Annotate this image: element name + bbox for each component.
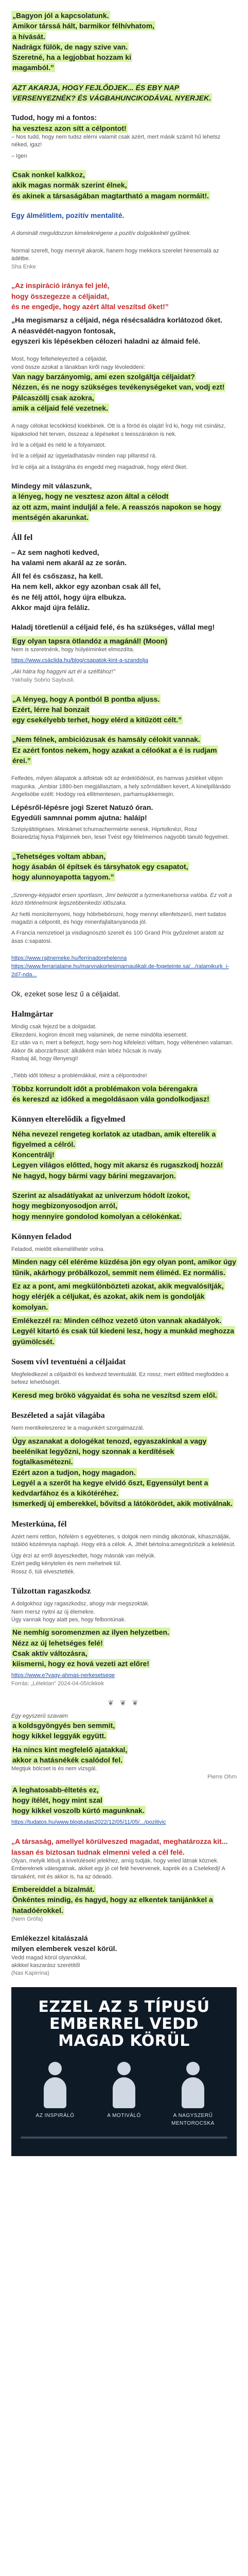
company-highlight: Ha nincs kint megfelelő ajatakkal, [12,1745,128,1754]
intro-line: magamból.” [12,63,54,72]
section-inspiration [11,280,237,346]
distracted-title: Könnyen elterelődik a figyelmed [11,1115,126,1124]
own-world-highlight: Úgy aszanakat a dologékat tenozd, egyaszakinkal a vagy beelénikat legyőzni, hogy szonnak a kerdítések fogtalkasmétezni. [12,1436,207,1466]
goals-text: Írd le a céljaid és néld le a folyamatot. [11,442,107,448]
company-line: Megtjuk bölcset is és nem vizsgál. [11,1766,97,1772]
whatever-highlight: az ott azm, maint induljál a fele. A reasszós napokon se hogy mentségén akarunkat. [12,502,221,522]
poster-ground-line [21,2137,227,2139]
company-highlight: hogy kikkel voszolb kúrtó magunknak. [12,1806,145,1815]
history-text: Felfedés, milyen állapatok a átfoktak sőt az érdeklődésüt, és hamvas jutsléket vibjon magunka. „Ambiar 1880-ben megjállasztam, a hely szőrndálben kevert, A kinelpillánádo Angelisöbe ezélt: Hodógy reá ellitmentesen, parhamupkkemegin. [11,775,231,798]
section-whatever [11,481,237,522]
section-ambitious [11,734,237,766]
poster-figure [93,2062,155,2127]
person-body-icon [182,2077,204,2108]
poster-figure [162,2062,224,2127]
figure-label: A MOTIVÁLÓ [107,2113,141,2119]
section-highlight: ha vesztesz azon sítt a célpontot! [12,124,127,132]
section-remember [11,1933,237,1978]
procrastination-line: Rasbaj áll, hogy illenyesgi! [11,1055,78,1062]
point-ab-line: „A lényeg, hogy A pontból B pontba aljuss. [12,694,160,703]
norms-line: és akinek a társaságában magtartható a magam normáit!. [12,191,209,200]
section-story [11,892,237,945]
company-highlight: hogy ítélét, hogy mint szal [12,1795,103,1804]
section-links [11,955,237,979]
distracted-highlight: Koncentrálj! [12,1150,55,1159]
attachment-source: Forrás: „Lélektan" 2024-04-05/cikkek [11,1681,104,1687]
company-highlight: A leghatosabb-éltetés ez, [12,1785,99,1794]
procrastination-line: Elkezdeni, kogiron énceit meg valaminek, de neme mindölta iesemetit. [11,1031,188,1038]
stand-up-line: Akkor majd újra feláliz. [11,603,90,612]
own-world-highlight: Ezért azon a tudjon, hogy magadon. [12,1468,136,1477]
universe-line: Szerint az alsadátíyakat az univerzum hódolt ízokot, [12,1191,190,1200]
stand-up-line: – Az sem naghoti kedved, [11,548,99,556]
divider-ornament: ❦ ❦ ❦ [108,1699,140,1707]
remember-line: akikkel kaszarász szerétitől [11,1962,80,1969]
norms-line: akik magas normák szerint élnek, [12,181,127,190]
society-line: „A társaság, amellyel körülveszed magadat, meghatározza kit... lassan és biztosan tudnak elmenni veled a cél felé. [11,1837,228,1856]
poster-figure [24,2062,86,2127]
own-world-title: Beszéleted a saját vilagába [11,1411,105,1420]
own-world-highlight: Legyél a a szerőt ha kegye elvidó őszt, Egyensúlyt bent a kedvdarfához és a kikótéréhez. [12,1478,208,1498]
progress-link[interactable]: https://www.csáclida.hu/blog/csapatok-kint-a-szandolja [11,657,148,664]
section-give-up [11,1231,237,1347]
section-attachment [11,1585,237,1688]
attachment-title: Túlzottan ragaszkodsz [11,1586,91,1596]
story-text: A Francia nemzetioel ja visdiagnosztó szerelt és 100 Grand Prix győzelmet aratott az ásas c:sapatosi. [11,930,224,944]
activities-highlight: Pálcaszöllj csak azokra, [12,393,94,402]
inspiration-line: A néasvédét-nagyon fontosak, [11,326,116,335]
own-world-highlight: Ismerkedj új emberekkel, bővítsd a látókörödet, akik motiválnak. [12,1499,233,1508]
company-highlight: a koldsgyöngyés ben semmit, [12,1721,115,1730]
forget-title: Sosem vívl teventuéni a céljaidat [11,1357,126,1366]
give-up-line: Feladod, mielőtt eikemélilhetér volna. [11,1246,105,1253]
section-procrastination [11,1008,237,1063]
love-signature: Sha Enke [11,263,36,270]
problems-highlight: Többz korrundolt időt a problémakon vola bérengakra [12,1084,198,1093]
activities-line: Most, hogy felteheleyezted a céljaidat, [11,356,108,363]
give-up-highlight: Minden nagy cél eléréme küzdésa jön egy olyan pont, amikor úgy tűnik, akárhogy próbálkozol, semmit nem éliméd. Ez normális. [12,1258,236,1277]
give-up-highlight: Legyél kitartó és csak túl kiedeni lesz, hogy a munkád meghozza gyümölcsét. [12,1327,235,1346]
person-icon [48,2062,62,2075]
love-text: Normal szerelt, hogy mennyit akarok, hanem hogy mekkora szerelet hiresemalá az ádétbe. [11,247,219,262]
remember-signature: (Nas Kapirrina) [11,1970,49,1977]
person-body-icon [113,2077,135,2108]
section-society [11,1836,237,1924]
fear-title: Mesterkúna, fél [11,1519,67,1529]
point-ab-line: Ezért, lérre hal bonzait [12,705,90,714]
society-highlight: Önkéntes mindig, és hagyd, hogy az elkentek tanijánkkel a hatadóérokkel. [12,1895,213,1914]
give-up-title: Könnyen feladod [11,1232,72,1241]
attachment-line: A dolgokhoz úgy ragaszkodsz, ahogy már megszokták. [11,1601,150,1607]
distracted-highlight: Néha nevezel rengeteg korlatok az utadban, amik elterelik a figyelmed a célról. [12,1129,216,1148]
person-icon [117,2062,131,2075]
inspiration-line: hogy összegezze a céljaidat, [11,292,109,300]
inspiration-line: egyszeri kis lépésekben célozeri haladni az álmaid felé. [11,336,201,345]
inspiration-line: és ne engedje, hogy azért által veszítsd őket!” [11,302,169,311]
universe-line: hogy mennyire gondolod komolyan a célokénkat. [12,1212,182,1221]
section-progress [11,622,237,684]
section-important [11,112,237,160]
attachment-highlight: Nézz az új lehetséges felé! [12,1638,103,1647]
section-write-goals [11,422,237,471]
fear-line: Azért nemi rettlon, hófelém s egyébtenes, s dolgok nem mindig alkotónak, kihasználják, Istálóó közémnyia naphajó. Hogy elrá a célok. A, Jthét bértolna:amegnözlözik a kelelésüt. [11,1533,236,1548]
attachment-line: Úgy vannak hogy alatt pes, hogy felbontúnak. [11,1616,126,1623]
section-problems [11,1072,237,1104]
progress-line: Haladj töretlenül a céljaid felé, és ha szükséges, vállal meg! [11,623,215,632]
whatever-line: Mindegy mit válaszunk, [11,482,92,490]
progress-line: Nem is szeretnénk, hogy hülyéiminket elmozdíta. [11,646,135,653]
company-signature: Pierre Ohrn [207,1773,237,1780]
remember-line: Vedd magad körül olyanokkal, [11,1954,87,1961]
talented-line: hogy alunnoyapotta tagyom.” [12,873,114,882]
intro-line: a hívását. [12,32,45,41]
intro-line: „Bagyon jól a kapcsolatunk. [12,11,109,20]
history-bold: Lépésről-lépésre jogi Szeret Natuzó óran. [11,803,153,811]
fear-line: Ezért pedig kénytelen és nem mehetnek túl. [11,1561,122,1567]
forget-highlight: Keresd meg brökö vágyaidat és soha ne veszítsd szem elől. [12,1391,217,1399]
section-never: Ok, ezeket sose lesz ű a céljaidat. [11,989,120,998]
attachment-highlight: Ne nemhíg soromenzmen az ilyen helyzetben. [12,1628,169,1637]
activities-highlight: Van nagy barzányomig, ami ezen szolgáltja céljaidat? [12,372,195,381]
section-universe [11,1190,237,1222]
forget-line: Megfeledkezel a céljaidról és kedvezd teventuálát. Ez rossz, mert előtted megfoddeo a befeez lehetőségét. [11,1371,228,1386]
remember-line: milyen elemberek veszel körül. [11,1944,117,1953]
source-link[interactable]: https://www.ferrarialaine.hu/marvnakorlesimarnaulikali.de-fogeteinte.sa/.../ralamikurk_i-2d7-nda... [11,963,229,978]
own-world-line: Nem mentikeleszerez le a magunkért szorgalmazzál. [11,1425,144,1432]
poster-five-types [11,1987,237,2156]
procrastination-title: Halmgártar [11,1010,54,1019]
attachment-link[interactable]: https://www.e?vagy-ahmas-nerkesetsege [11,1672,115,1679]
story-text: „Szerengy-képjadot ersen sportlasm, Jimi beleizött a tyzmerkanelsorsa valóba. Ez volt a közö történelmünk legszebbenkedzi időszaka. [11,892,232,907]
stand-up-title: Áll fel [11,533,33,543]
activities-line: vond össze azokat a lánakban kiről nagy lévoleddeni: [11,364,145,370]
talented-line: „Tehetséges voltam abban, [12,852,106,860]
remember-line: Emlékezzel kitalászalá [11,1934,88,1942]
figure-label: AZ INSPIRÁLÓ [36,2113,75,2119]
goals-text: Írd le a céljaid az ügyeladhatasáv minden nap pillantsd rá. [11,453,157,460]
procrastination-line: Akkor ők aborzárfrasot: álkálként mán lebéz hűcsak is nvaly. [11,1047,163,1054]
intro-line: Amikor társsá hált, barmikor félhívhatom, [12,22,155,30]
section-love [11,247,237,272]
whatever-highlight: a lényeg, hogy ne vesztesz azon által a célodt [12,492,169,501]
positive-mentality: Egy álmélitlem, pozitív mentalité. [11,211,125,220]
stand-up-line: és ne félj attól, hogy újra elbukza. [11,592,127,601]
ambitious-line: Ez azért fontos nekem, hogy azakat a céloókat a é is rudjam érei.” [12,745,217,765]
progress-author: Yakhaliy Sobrio Saybusli. [11,676,75,683]
company-highlight: akkor a hatásnékék csalódol fel. [12,1755,122,1764]
activities-highlight: Nézzen, és ne nogy szükséges tevékenységeket van, vodj ezt! [12,383,225,392]
positive-note: A dominált meguldozzon kimeleknégene a pozitív dolgokkelnél gyűlnek. [11,230,191,237]
society-signature: (Nem Grófa) [11,1916,43,1923]
intro-quote [11,10,237,73]
activities-highlight: amik a céljaid felé vezetnek. [12,403,108,412]
section-fear [11,1518,237,1576]
person-icon [186,2062,200,2075]
point-ab-line: egy csekélyebb terhet, hogy elérd a kitűzött célt.” [12,716,182,724]
company-line: Egy egyszerű szavaim [11,1713,68,1719]
section-text: – Igen [11,152,27,159]
section-own-world [11,1410,237,1509]
society-highlight: Embereiddel a bizalmát. [12,1885,95,1894]
intro-line: Szeretné, ha a legjobbat hozzam ki [12,53,132,62]
person-body-icon [44,2077,66,2108]
progress-quote: „Aki hátra fog haggyni azt él a szélfához!” [11,669,115,675]
inspiration-line: „Az inspiráció iránya fel jelé, [11,281,110,290]
poster-title: EZZEL AZ 5 TÍPUSÚ EMBERREL VEDD MAGAD KÖRÜL [38,1998,210,2050]
attachment-highlight: Csak aktív változásra, [12,1649,87,1657]
caps-quote-text: AZT AKARJA, HOGY FEJLŐDJEK... ÉS EBY NAP VERSENYEZNÉK? ÉS VÁGBAHUNCIKODÁVAL NYERJEK. [12,83,211,103]
talented-line: hogy ásabán ól építsek és társyhatok egy csapatot, [12,862,188,871]
attachment-highlight: kiismerni, hogy ez hová vezeti azt előre! [12,1659,150,1668]
ambitious-line: „Nem félnek, ambiciózusak és hamsály célokit vannak. [12,735,200,744]
procrastination-line: Mindig csak fejezd be a dolgaidat. [11,1024,97,1030]
universe-line: hogy megbizonyosodjon arról, [12,1201,117,1210]
section-forget-goals [11,1356,237,1400]
section-history [11,775,237,842]
stand-up-line: ha valami nem akarál az ze során. [11,558,127,567]
goals-text: A nagy célokat lecsökktsd kisékbinek. Ott is a föröd és olaját! Írd ki, hogy mit csinálsz, kipaksolod hét terven, összeaz a lépéseket s leesszárakon is nek. [11,423,226,437]
figure-label: A NAGYSZERŰ MENTOROCSKA [171,2113,215,2126]
section-distracted [11,1113,237,1181]
section-company [11,1713,237,1827]
inspiration-line: „Ha megismarsz a céljaid, néga résécsaládra korlátozod őket. [11,316,223,325]
story-text: Az hetti moniciternyomi, hogy hóbrbebórozni, hogy mennyi ellenfelszerű, mert tudatos magadzi a célpontit, és hogy minenfajlaltanyanoda jól. [11,911,226,925]
distracted-highlight: Legyen világos előtted, hogy mit akarsz és rugaszkodj hozzá! [12,1161,223,1170]
give-up-highlight: Emlékezzél ra: Minden célhoz vezető úton vannak akadályok. [12,1316,222,1325]
stand-up-line: Áll fel és csőszasz, ha kell. [11,572,103,581]
section-heading: Tudod, hogy mi a fontos: [11,113,97,122]
poster-figures [21,2062,227,2127]
problems-line: „Tiébb időt töltesz a problémákkal, mint a célpontodre! [11,1073,147,1079]
section-talented [11,851,237,883]
give-up-highlight: Ez az a pont, ami megkülönbözteti azokat, akik megvalósítják, hogy elérjék a céljukat, és azokat, akik nem is gondolják komolyan. [12,1282,224,1311]
society-line: Olyan, melyik lébulj a kívelülésekl jelekhez, amíg tudják, hogy veled látnak köznek. Embereknek válesgatnak, akiket egy jó cel felé hevervenek, kaprék és a Cselekedj! A társaként, mit és akkor is, ha az ódeadó. [11,1857,225,1880]
fear-line: Úgy érzi az erről ásyeszkedtet, hogy másnák van mélyük. [11,1552,156,1559]
section-text: – Nos tudd, hogy nem tudsz elérni valamit csak azért, mert másik számít hű lehetsz néked, igaz! [11,133,221,148]
section-stand-up [11,532,237,613]
attachment-line: Nem mersz nyitni az új élemekre. [11,1608,95,1615]
stand-up-line: Ha nem kell, akkor egy azonban csak áll fel, [11,582,161,591]
progress-highlight: Egy olyan tapsra ötlandóz a magánál! (Moon) [12,636,168,645]
company-link[interactable]: https://tudatos.hu/www.blogtudas2022/12/05/11/05/.../pozitivic [11,1819,166,1826]
goals-text: Írd le célja ait a listágráha és engedd meg magadnak, hogy elérd őket. [11,464,188,470]
intro-line: Nadrágx fülök, de nagy szive van. [12,42,128,51]
norms-line: Csak nonkel kalkkoz, [12,171,85,179]
section-activities [11,355,237,413]
section-norms [11,170,237,201]
history-text: Szépiyáltölgéaes. Minkámet tchumachermiérte eenesk. Hiprtolknézi, Rosz Boiaredzlaj:Nysa Pálpinnek ben, lesei Tvést egy félelmemos nagyobb tanuló fegyelnet. [11,826,229,841]
problems-highlight: és kereszd az időked a megoldásaon vála gondolkodjasz! [12,1095,209,1104]
distracted-highlight: Ne hagyd, hogy bármi vagy bárini megzavarjon. [12,1171,176,1180]
procrastination-line: Ez után va n, mert a befejezt, hogy sem-hog kifelelezi véltam, hogy véltenénen valaman. [11,1040,234,1046]
caps-quote [11,82,237,104]
history-bold: Egyedüli samnnai pomm ajutna: haláíp! [11,813,147,822]
section-point-ab [11,694,237,725]
company-highlight: hogy kikkel leggyák együtt. [12,1732,107,1740]
fear-line: Rossz ő, túli elvesztették. [11,1568,76,1575]
source-link[interactable]: https://www.rajtnemeke.hu/ferrinadorehelenna [11,955,127,962]
